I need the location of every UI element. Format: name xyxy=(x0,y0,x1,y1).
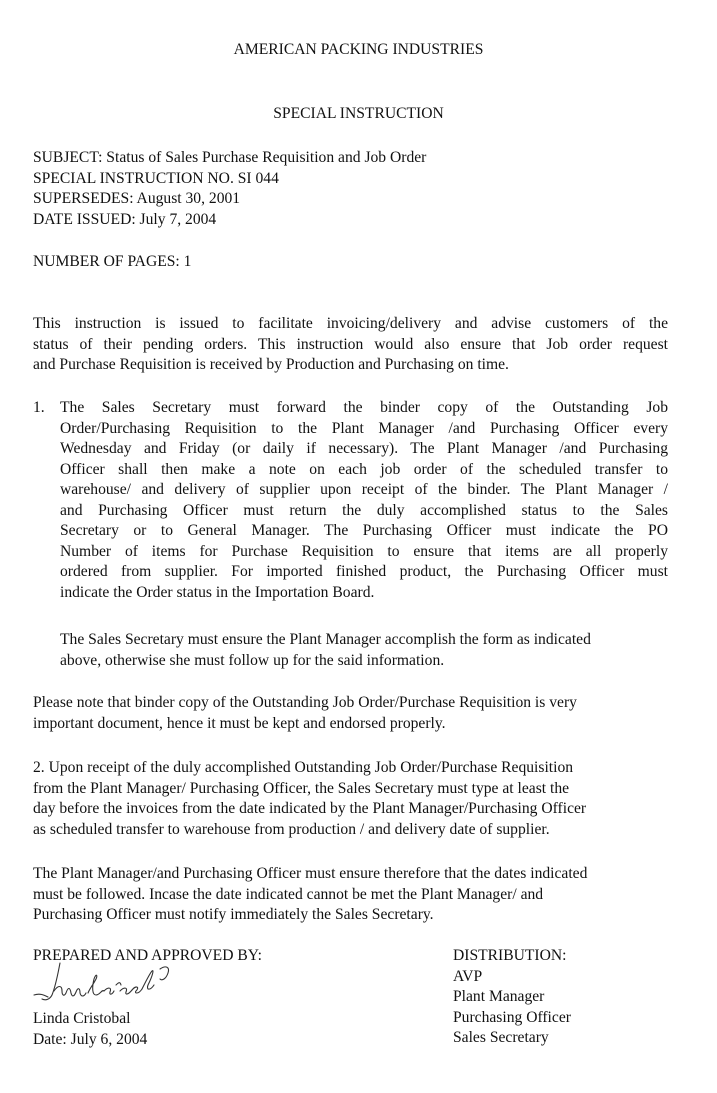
paragraph-line: from the Plant Manager/ Purchasing Officer, the Sales Secretary must type at least the xyxy=(33,779,570,797)
prepared-by-label: PREPARED AND APPROVED BY: xyxy=(33,947,262,964)
paragraph-line: day before the invoices from the date indicated by the Plant Manager/Purchasing Officer xyxy=(33,800,587,817)
meta-block xyxy=(33,148,426,230)
paragraph-line: status of their pending orders. This instruction would also ensure that Job order request xyxy=(33,335,668,353)
closing-paragraph xyxy=(33,864,587,926)
supersedes-line: SUPERSEDES: August 30, 2001 xyxy=(33,190,241,207)
paragraph-line: important document, hence it must be kept and endorsed properly. xyxy=(33,714,446,732)
paragraph-line: The Sales Secretary must forward the binder copy of the Outstanding Job xyxy=(60,399,668,416)
paragraph-line: indicate the Order status in the Importation Board. xyxy=(60,583,375,601)
signer-block xyxy=(33,1009,147,1050)
item-1-paragraph xyxy=(60,398,668,603)
paragraph-line: Officer shall then make a note on each job order of the scheduled transfer to xyxy=(60,460,668,478)
paragraph-line: This instruction is issued to facilitate invoicing/delivery and advise customers of the xyxy=(33,315,668,332)
paragraph-line: warehouse/ and delivery of supplier upon receipt of the binder. The Plant Manager / xyxy=(60,481,668,498)
distribution-block xyxy=(453,946,571,1049)
paragraph-line: and Purchase Requisition is received by Production and Purchasing on time. xyxy=(33,356,509,373)
paragraph-line: Purchasing Officer must notify immediately the Sales Secretary. xyxy=(33,906,434,923)
paragraph-line: Wednesday and Friday (or daily if necessary). The Plant Manager /and Purchasing xyxy=(60,440,668,457)
item-2-paragraph xyxy=(33,758,586,840)
signature-image xyxy=(30,955,190,1010)
note-paragraph xyxy=(33,693,577,734)
signer-name: Linda Cristobal xyxy=(33,1010,131,1027)
distribution-label: DISTRIBUTION: xyxy=(453,947,567,964)
distribution-item: Purchasing Officer xyxy=(453,1008,571,1026)
signed-date: Date: July 6, 2004 xyxy=(33,1030,148,1048)
paragraph-line: The Sales Secretary must ensure the Plant Manager accomplish the form as indicated xyxy=(60,631,591,648)
item-1-followup xyxy=(60,630,591,671)
paragraph-line: must be followed. Incase the date indicated cannot be met the Plant Manager/ and xyxy=(33,885,544,903)
paragraph-line: The Plant Manager/and Purchasing Officer must ensure therefore that the dates indicated xyxy=(33,865,588,882)
instruction-number: SPECIAL INSTRUCTION NO. SI 044 xyxy=(33,169,279,187)
distribution-item: Plant Manager xyxy=(453,988,545,1005)
paragraph-line: Please note that binder copy of the Outstanding Job Order/Purchase Requisition is very xyxy=(33,694,577,711)
paragraph-line: 2. Upon receipt of the duly accomplished Outstanding Job Order/Purchase Requisition xyxy=(33,759,574,776)
page-count: NUMBER OF PAGES: 1 xyxy=(33,253,192,270)
paragraph-line: Order/Purchasing Requisition to the Plant Manager /and Purchasing Officer every xyxy=(60,419,668,437)
company-name: AMERICAN PACKING INDUSTRIES xyxy=(233,41,484,58)
paragraph-line: Secretary or to General Manager. The Purchasing Officer must indicate the PO xyxy=(60,522,668,539)
paragraph-line: and Purchasing Officer must return the duly accomplished status to the Sales xyxy=(60,501,668,519)
distribution-item: AVP xyxy=(453,967,483,985)
distribution-item: Sales Secretary xyxy=(453,1029,549,1046)
document-type: SPECIAL INSTRUCTION xyxy=(273,105,444,122)
subject-line: SUBJECT: Status of Sales Purchase Requisition and Job Order xyxy=(33,149,427,166)
date-issued-line: DATE ISSUED: July 7, 2004 xyxy=(33,210,217,228)
paragraph-line: ordered from supplier. For imported finished product, the Purchasing Officer must xyxy=(60,563,668,580)
item-1-number: 1. xyxy=(33,399,45,416)
paragraph-line: as scheduled transfer to warehouse from production / and delivery date of supplier. xyxy=(33,820,550,838)
paragraph-line: Number of items for Purchase Requisition to ensure that items are all properly xyxy=(60,542,668,560)
paragraph-line: above, otherwise she must follow up for the said information. xyxy=(60,651,445,669)
intro-paragraph xyxy=(33,314,668,376)
